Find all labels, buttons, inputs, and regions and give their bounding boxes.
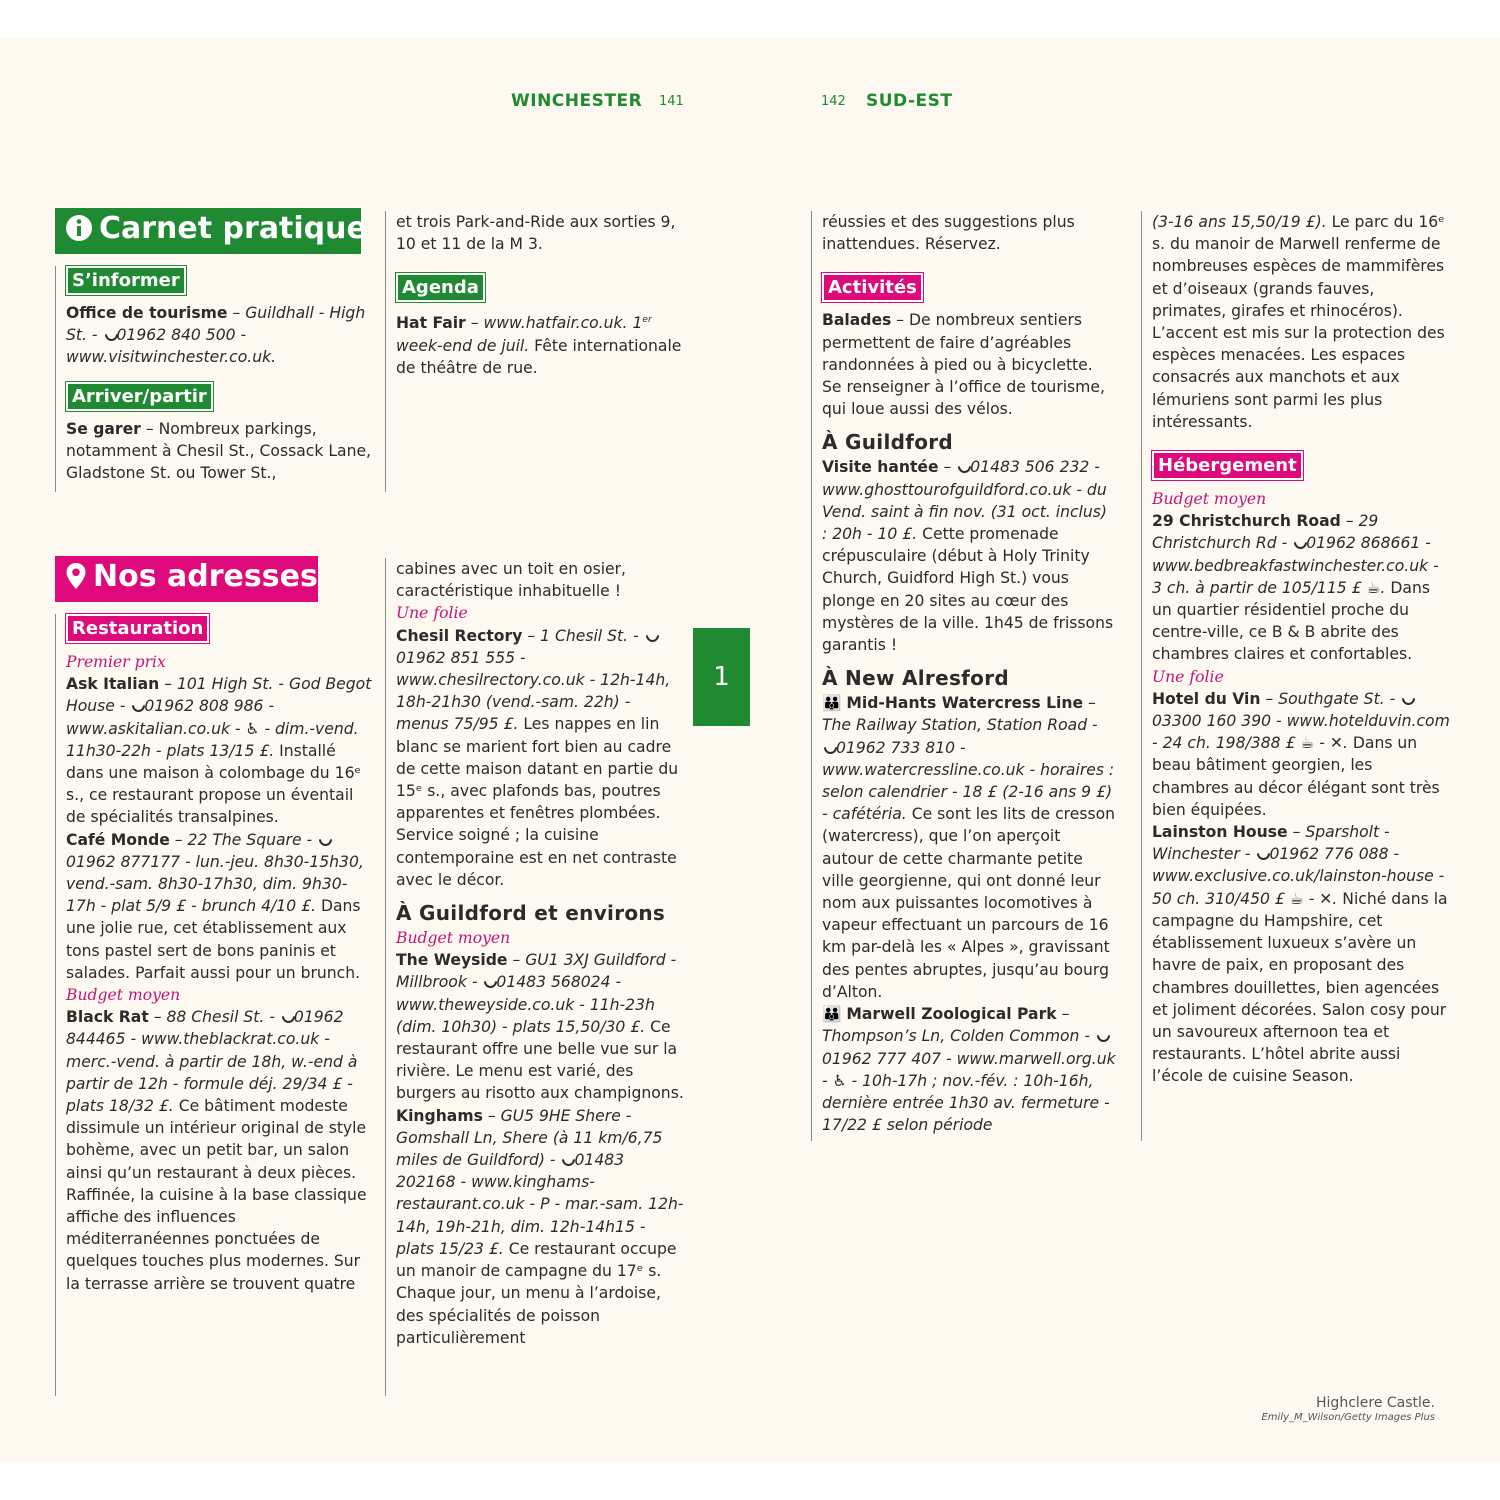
cafe-monde-entry: Café Monde – 22 The Square - 01962 877177 - lun.-jeu. 8h30-15h30, vend.-sam. 8h30-17h30, dim. 9h30-17h - plat 5/9 £ - brunch 4/10 £. Dans une jolie rue, cet établissement aux tons pastel sert de bons paninis et salades. Parfait aussi pour un brunch.: [66, 830, 364, 982]
section-label-activites: Activités: [822, 273, 923, 302]
kinghams-entry: Kinghams – GU5 9HE Shere - Gomshall Ln, Shere (à 11 km/6,75 miles de Guildford) - 01483 202168 - www.kinghams-restaurant.co.uk - P - mar.-sam. 12h-14h, 19h-21h, dim. 12h-14h15 - plats 15/23 £. Ce restaurant occupe un manoir de campagne du 17ᵉ s. Chaque jour, un menu à l’ardoise, des spécialités de poisson particulièrement: [396, 1106, 684, 1347]
category-une-folie: Une folie: [1152, 667, 1224, 686]
garer-entry: Se garer – Nombreux parkings, notamment à Chesil St., Cossack Lane, Gladstone St. ou Tower St.,: [66, 419, 371, 483]
black-rat-entry: Black Rat – 88 Chesil St. - 01962 844465 - www.theblackrat.co.uk - merc.-vend. à partir de 18h, w.-end à partir de 12h - formule déj. 29/34 £ - plats 18/32 £. Ce bâtiment modeste dissimule un intérieur original de style bohème, avec un petit bar, un salon ainsi qu’un restaurant à deux pièces. Raffinée, la cuisine à la base classique affiche des influences méditerranéennes ponctuées de quelques touches plus modernes. Sur la terrasse arrière se trouvent quatre: [66, 1008, 367, 1293]
carnet-column-1: [55, 266, 375, 492]
kinghams-continued: réussies et des suggestions plus inattendues. Réservez.: [822, 213, 1075, 254]
category-une-folie: Une folie: [396, 604, 468, 623]
subheading-new-alresford: À New Alresford: [822, 666, 1009, 691]
hotel-du-vin-entry: Hotel du Vin – Southgate St. - 03300 160 390 - www.hotelduvin.com - 24 ch. 198/388 £ ☕ - ✕. Dans un beau bâtiment georgien, les chambres au décor élégant sont très bien équipées.: [1152, 689, 1450, 819]
adresses-title: Nos adresses: [93, 559, 318, 594]
section-label-restauration: Restauration: [66, 614, 209, 643]
phone-icon: [482, 974, 496, 988]
running-head-right: SUD-EST: [866, 91, 953, 111]
phone-icon: [822, 740, 836, 754]
office-entry: Office de tourisme – Guildhall - High St. - 01962 840 500 - www.visitwinchester.co.uk.: [66, 304, 366, 367]
phone-icon: [130, 698, 144, 712]
category-budget-moyen: Budget moyen: [66, 986, 181, 1005]
carnet-column-2: [385, 211, 685, 492]
phone-icon: [1255, 846, 1269, 860]
garer-continued: et trois Park-and-Ride aux sorties 9, 10 et 11 de la M 3.: [396, 213, 676, 254]
chesil-rectory-entry: Chesil Rectory – 1 Chesil St. - 01962 851 555 - www.chesilrectory.co.uk - 12h-14h, 18h-21h30 (vend.-sam. 22h) - menus 75/95 £. Les nappes en lin blanc se marient fort bien au cadre de cette maison datant en partie du 15ᵉ s., avec plafonds bas, poutres apparentes et fenêtres plombées. Service soigné ; la cuisine contemporaine est en net contraste avec le décor.: [396, 626, 679, 889]
caption-credit: Emily_M_Wilson/Getty Images Plus: [1261, 1412, 1435, 1423]
family-icon: 👪: [822, 694, 847, 713]
phone-icon: [560, 1152, 574, 1166]
section-label-hebergement: Hébergement: [1152, 451, 1303, 480]
phone-icon: [1095, 1028, 1109, 1042]
phone-icon: [1292, 535, 1306, 549]
christchurch-entry: 29 Christchurch Road – 29 Christchurch Rd - 01962 868661 - www.bedbreakfastwinchester.co.uk - 3 ch. à partir de 105/115 £ ☕. Dans un quartier résidentiel proche du centre-ville, ce B & B abrite des chambres claires et confortables.: [1152, 512, 1439, 664]
photo-caption: [1261, 1395, 1435, 1423]
mid-hants-entry: 👪 Mid-Hants Watercress Line – The Railway Station, Station Road - 01962 733 810 - www.watercressline.co.uk - horaires : selon calendrier - 18 £ (2-16 ans 9 £) - cafétéria. Ce sont les lits de cresson (watercress), que l’on aperçoit autour de cette charmante petite ville georgienne, qui ont donné leur nom aux puissantes locomotives à vapeur effectuant un parcours de 16 km par-delà les « Alpes », gravissant des pentes abruptes, jusqu’au bourg d’Alton.: [822, 694, 1116, 1001]
subheading-guildford-environs: À Guildford et environs: [396, 901, 666, 926]
map-pin-icon: [65, 561, 87, 601]
phone-icon: [1400, 691, 1414, 705]
carnet-title: Carnet pratique: [99, 211, 367, 246]
black-rat-continued: cabines avec un toit en osier, caractéristique inhabituelle !: [396, 560, 627, 601]
ask-italian-entry: Ask Italian – 101 High St. - God Begot House - 01962 808 986 - www.askitalian.co.uk - ♿ - dim.-vend. 11h30-22h - plats 13/15 £. Installé dans une maison à colombage du 16ᵉ s., ce restaurant propose un éventail de spécialités transalpines.: [66, 675, 372, 827]
phone-icon: [956, 459, 970, 473]
marwell-entry: 👪 Marwell Zoological Park – Thompson’s Ln, Colden Common - 01962 777 407 - www.marwell.org.uk - ♿ - 10h-17h ; nov.-fév. : 10h-16h, dernière entrée 1h30 av. fermeture - 17/22 £ selon période: [822, 1005, 1116, 1135]
subheading-guildford: À Guildford: [822, 430, 954, 455]
weyside-entry: The Weyside – GU1 3XJ Guildford - Millbrook - 01483 568024 - www.theweyside.co.uk - 11h-23h (dim. 10h30) - plats 15,50/30 £. Ce restaurant offre une belle vue sur la rivière. Le menu est varié, des burgers au risotto aux champignons.: [396, 951, 684, 1103]
visite-hantee-entry: Visite hantée – 01483 506 232 - www.ghosttourofguildford.co.uk - du Vend. saint à fin nov. (31 oct. inclus) : 20h - 10 £. Cette promenade crépusculaire (début à Holy Trinity Church, Guidford High St.) vous plonge en 20 sites au cœur des mystères de la ville. 1h45 de frissons garantis !: [822, 458, 1114, 655]
section-label-informer: S’informer: [66, 266, 186, 295]
nos-adresses-heading: [55, 556, 318, 602]
carnet-pratique-heading: [55, 208, 367, 254]
section-label-arriver: Arriver/partir: [66, 382, 213, 411]
phone-icon: [280, 1009, 294, 1023]
category-premier-prix: Premier prix: [66, 653, 166, 671]
phone-icon: [103, 327, 117, 341]
page-number-left: 141: [659, 94, 684, 109]
family-icon: 👪: [822, 1005, 847, 1024]
section-label-agenda: Agenda: [396, 273, 485, 302]
phone-icon: [644, 628, 658, 642]
category-budget-moyen: Budget moyen: [1152, 490, 1267, 509]
phone-icon: [317, 832, 331, 846]
info-icon: [65, 213, 93, 253]
hatfair-entry: Hat Fair – www.hatfair.co.uk. 1er week-end de juil. Fête internationale de théâtre de rue.: [396, 314, 682, 377]
adresses-column-1: [55, 614, 375, 1396]
category-budget-moyen: Budget moyen: [396, 929, 511, 948]
balades-entry: Balades – De nombreux sentiers permettent de faire d’agréables randonnées à pied ou à bicyclette. Se renseigner à l’office de tourisme, qui loue aussi des vélos.: [822, 311, 1105, 419]
lainston-entry: Lainston House – Sparsholt - Winchester - 01962 776 088 - www.exclusive.co.uk/lainston-house - 50 ch. 310/450 £ ☕ - ✕. Niché dans la campagne du Hampshire, cet établissement luxueux s’avère un havre de paix, en proposant des chambres douillettes, bien agencées et joliment décorées. Salon cosy pour un savoureux afternoon tea et restaurants. L’hôtel abrite aussi l’école de cuisine Season.: [1152, 823, 1448, 1086]
marwell-continued: (3-16 ans 15,50/19 £). Le parc du 16ᵉ s. du manoir de Marwell renferme de nombreuses espèces de mammifères et d’oiseaux (grands fauves, primates, girafes et rhinocéros). L’accent est mis sur la protection des espèces menacées. Les espaces consacrés aux manchots et aux lémuriens sont parmi les plus intéressants.: [1152, 213, 1445, 431]
right-column-2: [1141, 211, 1451, 1141]
right-column-1: [811, 211, 1116, 1141]
caption-title: Highclere Castle.: [1316, 1395, 1435, 1411]
page-number-right: 142: [821, 94, 846, 109]
running-head-left: WINCHESTER: [511, 91, 643, 111]
chapter-tab: 1: [693, 628, 750, 726]
adresses-column-2: [385, 558, 685, 1396]
